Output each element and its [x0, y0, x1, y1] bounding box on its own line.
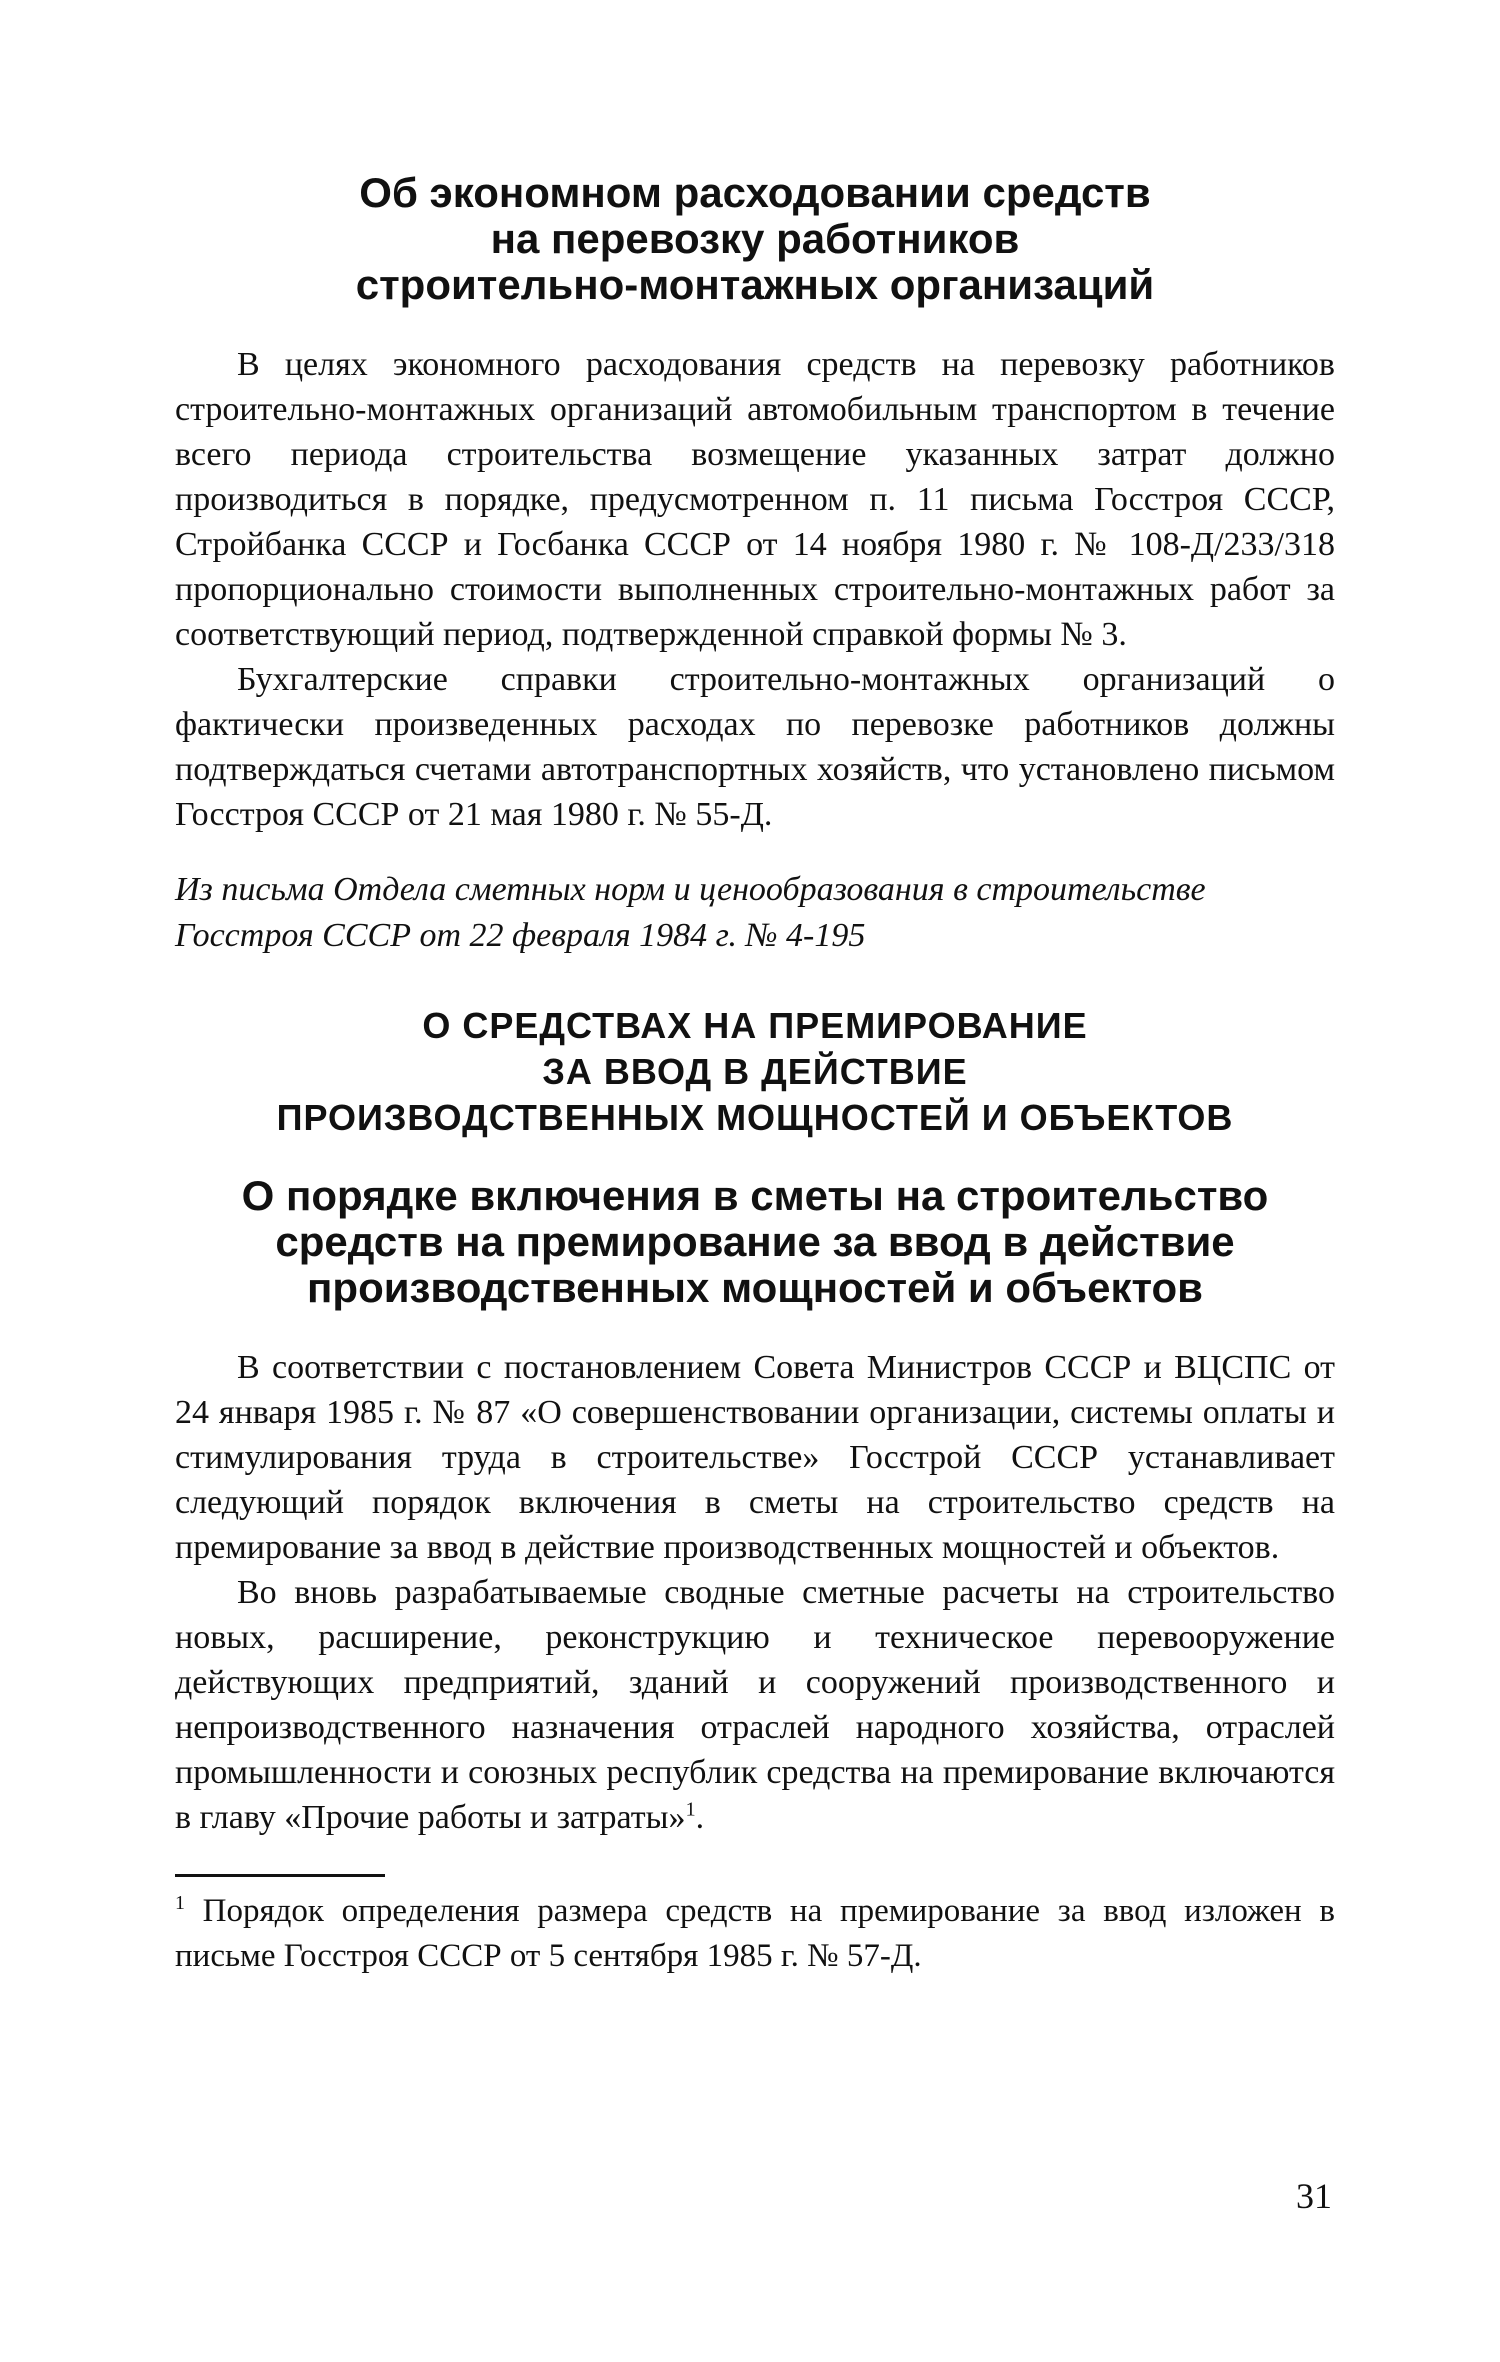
footnote-reference: 1	[685, 1798, 696, 1821]
subtitle-line: О порядке включения в сметы на строительство	[241, 1172, 1269, 1219]
title-line: Об экономном расходовании средств	[359, 169, 1151, 216]
source-note: Из письма Отдела сметных норм и ценообразования в строительстве Госстроя СССР от 22 февраля 1984 г. № 4-195	[175, 871, 1206, 954]
section1-paragraph: В целях экономного расходования средств на перевозку работников строительно-монтажных организаций автомобильным транспортом в течение всего периода строительства возмещение указанных затрат должно производиться в порядке, предусмотренном п. 11 письма Госстроя СССР, Стройбанка СССР и Госбанка СССР от 14 ноября 1980 г. № 108-Д/233/318 пропорционально стоимости выполненных строительно-монтажных работ за соответствующий период, подтвержденной справкой формы № 3.	[175, 346, 1335, 653]
section2-paragraph-last: Во вновь разрабатываемые сводные сметные расчеты на строительство новых, расширение, реконструкцию и техническое перевооружение действующих предприятий, зданий и сооружений производственного и непроизводственного назначения отраслей народного хозяйства, отраслей промышленности и союзных республик средства на премирование включаются в главу «Прочие работы и затраты»$^1$.	[175, 1574, 1335, 1836]
footnote-text: Порядок определения размера средств на премирование за ввод изложен в письме Госстроя СССР от 5 сентября 1985 г. № 57-Д.	[175, 1893, 1335, 1974]
caps-title-line: ПРОИЗВОДСТВЕННЫХ МОЩНОСТЕЙ И ОБЪЕКТОВ	[276, 1097, 1234, 1138]
paragraph-text: Во вновь разрабатываемые сводные сметные расчеты на строительство новых, расширение, реконструкцию и техническое перевооружение действующих предприятий, зданий и сооружений производственного и непроизводственного назначения отраслей народного хозяйства, отраслей промышленности и союзных республик средства на премирование включаются в главу «Прочие работы и затраты»	[175, 1574, 1335, 1836]
section2-caps-title	[175, 1003, 1335, 1141]
caps-title-line: О СРЕДСТВАХ НА ПРЕМИРОВАНИЕ	[422, 1005, 1088, 1046]
footnote-marker: 1	[175, 1892, 185, 1914]
section1-paragraph: Бухгалтерские справки строительно-монтажных организаций о фактически произведенных расходах по перевозке работников должны подтверждаться счетами автотранспортных хозяйств, что установлено письмом Госстроя СССР от 21 мая 1980 г. № 55-Д.	[175, 661, 1335, 833]
document-page	[175, 170, 1335, 1979]
subtitle-line: средств на премирование за ввод в действие	[275, 1218, 1235, 1265]
footnote	[175, 1889, 1335, 1979]
section2-subtitle	[175, 1173, 1335, 1311]
page-number: 31	[1296, 2176, 1332, 2216]
section2-paragraph: В соответствии с постановлением Совета Министров СССР и ВЦСПС от 24 января 1985 г. № 87 «О совершенствовании организации, системы оплаты и стимулирования труда в строительстве» Госстрой СССР устанавливает следующий порядок включения в сметы на строительство средств на премирование за ввод в действие производственных мощностей и объектов.	[175, 1349, 1335, 1566]
section1-title	[175, 170, 1335, 308]
title-line: строительно-монтажных организаций	[355, 261, 1155, 308]
caps-title-line: ЗА ВВОД В ДЕЙСТВИЕ	[542, 1051, 968, 1092]
title-line: на перевозку работников	[490, 215, 1020, 262]
subtitle-line: производственных мощностей и объектов	[307, 1264, 1203, 1311]
